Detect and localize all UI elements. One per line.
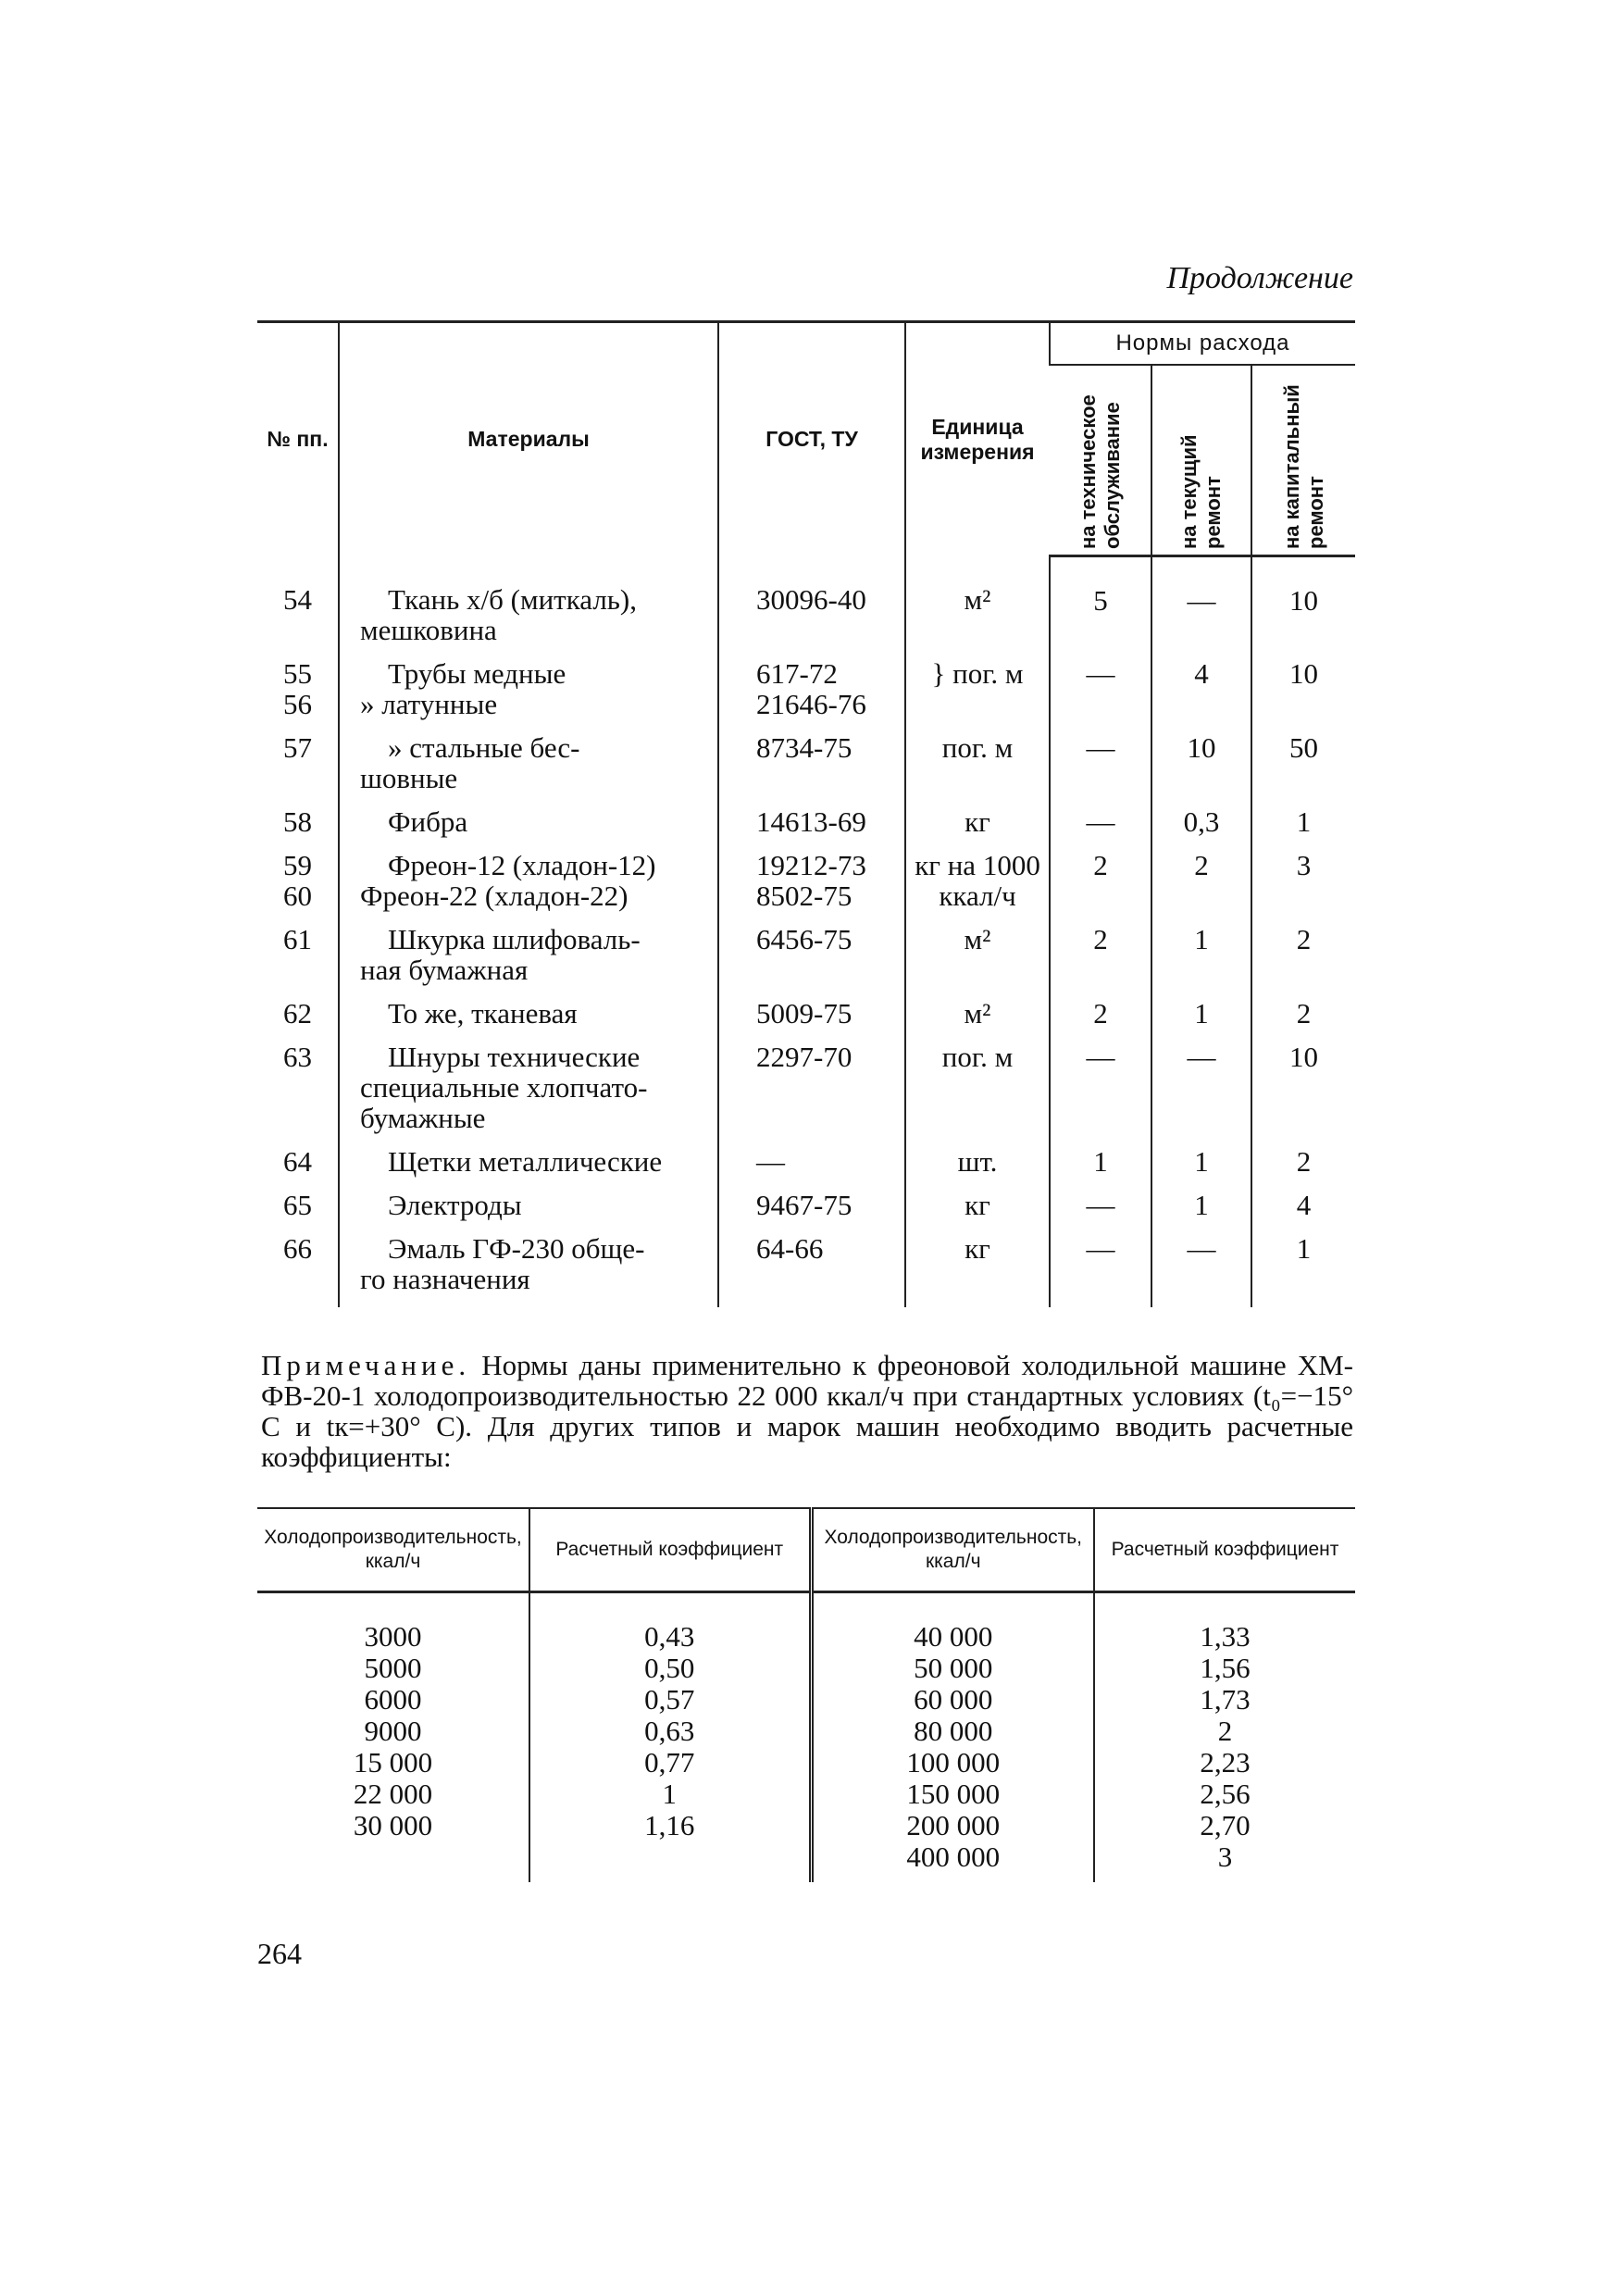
table-row bbox=[257, 1146, 1355, 1190]
coefficient-value: 1,33 bbox=[1200, 1620, 1251, 1653]
note-text: Нормы даны применительно к фреоновой холодильной машине ХМ-ФВ-20-1 холодопроизводительностью 22 000 ккал/ч при стандартных условиях (t₀=−15° С и tк=+30° С). Для других типов и марок машин необходимо вводить расчетные коэффициенты: bbox=[261, 1349, 1354, 1473]
row-number: 65 bbox=[283, 1188, 312, 1221]
row-unit: пог. м bbox=[905, 732, 1050, 806]
row-gost: 30096-40 bbox=[718, 556, 905, 658]
row-number: 63 bbox=[283, 1040, 312, 1073]
row-gost: 64-66 bbox=[718, 1233, 905, 1307]
capacity-value: 15 000 bbox=[353, 1746, 433, 1778]
header-number: № пп. bbox=[257, 322, 339, 556]
row-unit: м² bbox=[905, 556, 1050, 658]
row-unit: } пог. м bbox=[905, 658, 1050, 732]
row-unit: кг на 1000 ккал/ч bbox=[905, 850, 1050, 924]
material-line-1: Фреон-12 (хладон-12) bbox=[388, 848, 656, 881]
capacity-value: 9000 bbox=[364, 1715, 422, 1747]
row-capital-repair: 1 bbox=[1251, 1233, 1355, 1307]
coefficient-value: 2,70 bbox=[1200, 1809, 1251, 1841]
material-line-1: Фибра bbox=[388, 805, 468, 838]
row-material bbox=[339, 924, 718, 998]
row-material bbox=[339, 1190, 718, 1233]
material-line-2: Фреон-22 (хладон-22) bbox=[360, 879, 629, 912]
row-number: 59 60 bbox=[283, 848, 312, 912]
row-maintenance: — bbox=[1050, 1190, 1151, 1233]
row-material bbox=[339, 1042, 718, 1146]
coefficient-value: 0,50 bbox=[644, 1652, 695, 1684]
row-current-repair: — bbox=[1151, 1042, 1251, 1146]
header-gost: ГОСТ, ТУ bbox=[718, 322, 905, 556]
row-number: 58 bbox=[283, 805, 312, 838]
material-line-1: То же, тканевая bbox=[388, 996, 578, 1029]
row-capital-repair: 10 bbox=[1251, 658, 1355, 732]
capacity-value: 5000 bbox=[364, 1652, 422, 1684]
capacity-value: 30 000 bbox=[353, 1809, 433, 1841]
header-capacity-right: Холодопроизводительность, ккал/ч bbox=[811, 1508, 1094, 1592]
row-number: 66 bbox=[283, 1231, 312, 1265]
material-line-1: Щетки металлические bbox=[388, 1144, 663, 1178]
row-gost: 9467-75 bbox=[718, 1190, 905, 1233]
row-maintenance: 1 bbox=[1050, 1146, 1151, 1190]
row-number: 55 56 bbox=[283, 656, 312, 720]
material-line-2: мешковина bbox=[360, 613, 497, 646]
material-line-2: специальные хлопчато- бумажные bbox=[360, 1070, 648, 1134]
row-material bbox=[339, 658, 718, 732]
row-current-repair: 10 bbox=[1151, 732, 1251, 806]
row-unit: шт. bbox=[905, 1146, 1050, 1190]
row-gost: 8734-75 bbox=[718, 732, 905, 806]
capacity-value: 3000 bbox=[364, 1620, 422, 1653]
material-line-1: Трубы медные bbox=[388, 656, 566, 690]
row-maintenance: 2 bbox=[1050, 998, 1151, 1042]
row-gost: 2297-70 bbox=[718, 1042, 905, 1146]
right-capacity-column bbox=[811, 1592, 1094, 1883]
row-maintenance: 2 bbox=[1050, 850, 1151, 924]
row-current-repair: 1 bbox=[1151, 998, 1251, 1042]
row-gost: 19212-73 8502-75 bbox=[718, 850, 905, 924]
row-current-repair: 1 bbox=[1151, 1190, 1251, 1233]
row-unit: пог. м bbox=[905, 1042, 1050, 1146]
header-capital-repair: на капитальный ремонт bbox=[1251, 365, 1355, 556]
row-unit: кг bbox=[905, 1190, 1050, 1233]
coefficient-value: 2 bbox=[1217, 1715, 1233, 1747]
row-current-repair: 2 bbox=[1151, 850, 1251, 924]
row-number: 62 bbox=[283, 996, 312, 1029]
right-coefficient-column bbox=[1094, 1592, 1355, 1883]
table-row bbox=[257, 850, 1355, 924]
row-unit: кг bbox=[905, 806, 1050, 850]
table-row bbox=[257, 1190, 1355, 1233]
capacity-value: 80 000 bbox=[914, 1715, 993, 1747]
header-coef-right: Расчетный коэффициент bbox=[1094, 1508, 1355, 1592]
capacity-value: 200 000 bbox=[906, 1809, 1001, 1841]
coefficient-table bbox=[257, 1507, 1355, 1882]
row-current-repair: 1 bbox=[1151, 924, 1251, 998]
row-gost: — bbox=[718, 1146, 905, 1190]
header-unit: Единица измерения bbox=[905, 322, 1050, 556]
row-unit: м² bbox=[905, 998, 1050, 1042]
coefficient-value: 0,77 bbox=[644, 1746, 695, 1778]
note-label: Примечание. bbox=[261, 1349, 471, 1381]
row-capital-repair: 3 bbox=[1251, 850, 1355, 924]
header-coef-left: Расчетный коэффициент bbox=[529, 1508, 811, 1592]
material-line-2: го назначения bbox=[360, 1262, 530, 1295]
row-material bbox=[339, 806, 718, 850]
capacity-value: 60 000 bbox=[914, 1683, 993, 1716]
header-norms: Нормы расхода bbox=[1050, 322, 1355, 366]
material-line-1: » стальные бес- bbox=[388, 730, 580, 764]
table-row bbox=[257, 924, 1355, 998]
row-material bbox=[339, 998, 718, 1042]
row-gost: 6456-75 bbox=[718, 924, 905, 998]
material-line-1: Шкурка шлифоваль- bbox=[388, 922, 641, 955]
capacity-value: 22 000 bbox=[353, 1778, 433, 1810]
row-current-repair: 4 bbox=[1151, 658, 1251, 732]
row-current-repair: 0,3 bbox=[1151, 806, 1251, 850]
row-number: 54 bbox=[283, 582, 312, 616]
coefficient-value: 0,63 bbox=[644, 1715, 695, 1747]
coefficient-value: 1,16 bbox=[644, 1809, 695, 1841]
coefficient-value: 0,43 bbox=[644, 1620, 695, 1653]
row-gost: 14613-69 bbox=[718, 806, 905, 850]
row-capital-repair: 1 bbox=[1251, 806, 1355, 850]
material-line-1: Ткань х/б (миткаль), bbox=[388, 582, 638, 616]
coefficient-value: 1,56 bbox=[1200, 1652, 1251, 1684]
capacity-value: 50 000 bbox=[914, 1652, 993, 1684]
material-line-1: Эмаль ГФ-230 обще- bbox=[388, 1231, 645, 1265]
materials-table bbox=[257, 320, 1355, 1307]
row-material bbox=[339, 556, 718, 658]
row-capital-repair: 10 bbox=[1251, 556, 1355, 658]
material-line-2: шовные bbox=[360, 761, 458, 794]
row-number: 64 bbox=[283, 1144, 312, 1178]
row-gost: 5009-75 bbox=[718, 998, 905, 1042]
header-materials: Материалы bbox=[339, 322, 718, 556]
coefficient-value: 2,23 bbox=[1200, 1746, 1251, 1778]
table-row bbox=[257, 806, 1355, 850]
row-capital-repair: 10 bbox=[1251, 1042, 1355, 1146]
left-coefficient-column bbox=[529, 1592, 811, 1883]
row-maintenance: — bbox=[1050, 1042, 1151, 1146]
row-material bbox=[339, 732, 718, 806]
table-row bbox=[257, 658, 1355, 732]
row-unit: м² bbox=[905, 924, 1050, 998]
table-row bbox=[257, 732, 1355, 806]
coefficient-value: 3 bbox=[1217, 1841, 1233, 1873]
continuation-label: Продолжение bbox=[1166, 261, 1353, 295]
page-number: 264 bbox=[257, 1937, 302, 1970]
row-current-repair: 1 bbox=[1151, 1146, 1251, 1190]
coefficient-value: 2,56 bbox=[1200, 1778, 1251, 1810]
row-unit: кг bbox=[905, 1233, 1050, 1307]
capacity-value: 150 000 bbox=[906, 1778, 1001, 1810]
capacity-value: 40 000 bbox=[914, 1620, 993, 1653]
row-material bbox=[339, 1233, 718, 1307]
capacity-value: 400 000 bbox=[906, 1841, 1001, 1873]
header-maintenance: на техническое обслуживание bbox=[1050, 365, 1151, 556]
row-number: 61 bbox=[283, 922, 312, 955]
row-material bbox=[339, 850, 718, 924]
table-row bbox=[257, 998, 1355, 1042]
row-current-repair: — bbox=[1151, 1233, 1251, 1307]
row-maintenance: 2 bbox=[1050, 924, 1151, 998]
table-row bbox=[257, 556, 1355, 658]
row-maintenance: 5 bbox=[1050, 556, 1151, 658]
header-current-repair: на текущий ремонт bbox=[1151, 365, 1251, 556]
row-capital-repair: 2 bbox=[1251, 924, 1355, 998]
material-line-2: ная бумажная bbox=[360, 953, 529, 986]
coefficient-value: 0,57 bbox=[644, 1683, 695, 1716]
coefficient-value: 1,73 bbox=[1200, 1683, 1251, 1716]
capacity-value: 100 000 bbox=[906, 1746, 1001, 1778]
row-maintenance: — bbox=[1050, 658, 1151, 732]
material-line-1: Электроды bbox=[388, 1188, 522, 1221]
note-paragraph bbox=[261, 1350, 1353, 1472]
material-line-1: Шнуры технические bbox=[388, 1040, 641, 1073]
header-capacity-left: Холодопроизводительность, ккал/ч bbox=[257, 1508, 529, 1592]
left-capacity-column bbox=[257, 1592, 529, 1883]
material-line-2: » латунные bbox=[360, 687, 498, 720]
materials-table-body bbox=[257, 556, 1355, 1307]
row-capital-repair: 4 bbox=[1251, 1190, 1355, 1233]
capacity-value: 6000 bbox=[364, 1683, 422, 1716]
row-gost: 617-72 21646-76 bbox=[718, 658, 905, 732]
table-row bbox=[257, 1233, 1355, 1307]
table-row bbox=[257, 1042, 1355, 1146]
coefficient-value: 1 bbox=[662, 1778, 677, 1810]
row-maintenance: — bbox=[1050, 1233, 1151, 1307]
row-capital-repair: 2 bbox=[1251, 998, 1355, 1042]
row-number: 57 bbox=[283, 730, 312, 764]
row-maintenance: — bbox=[1050, 732, 1151, 806]
row-capital-repair: 50 bbox=[1251, 732, 1355, 806]
row-material bbox=[339, 1146, 718, 1190]
row-capital-repair: 2 bbox=[1251, 1146, 1355, 1190]
row-current-repair: — bbox=[1151, 556, 1251, 658]
row-maintenance: — bbox=[1050, 806, 1151, 850]
